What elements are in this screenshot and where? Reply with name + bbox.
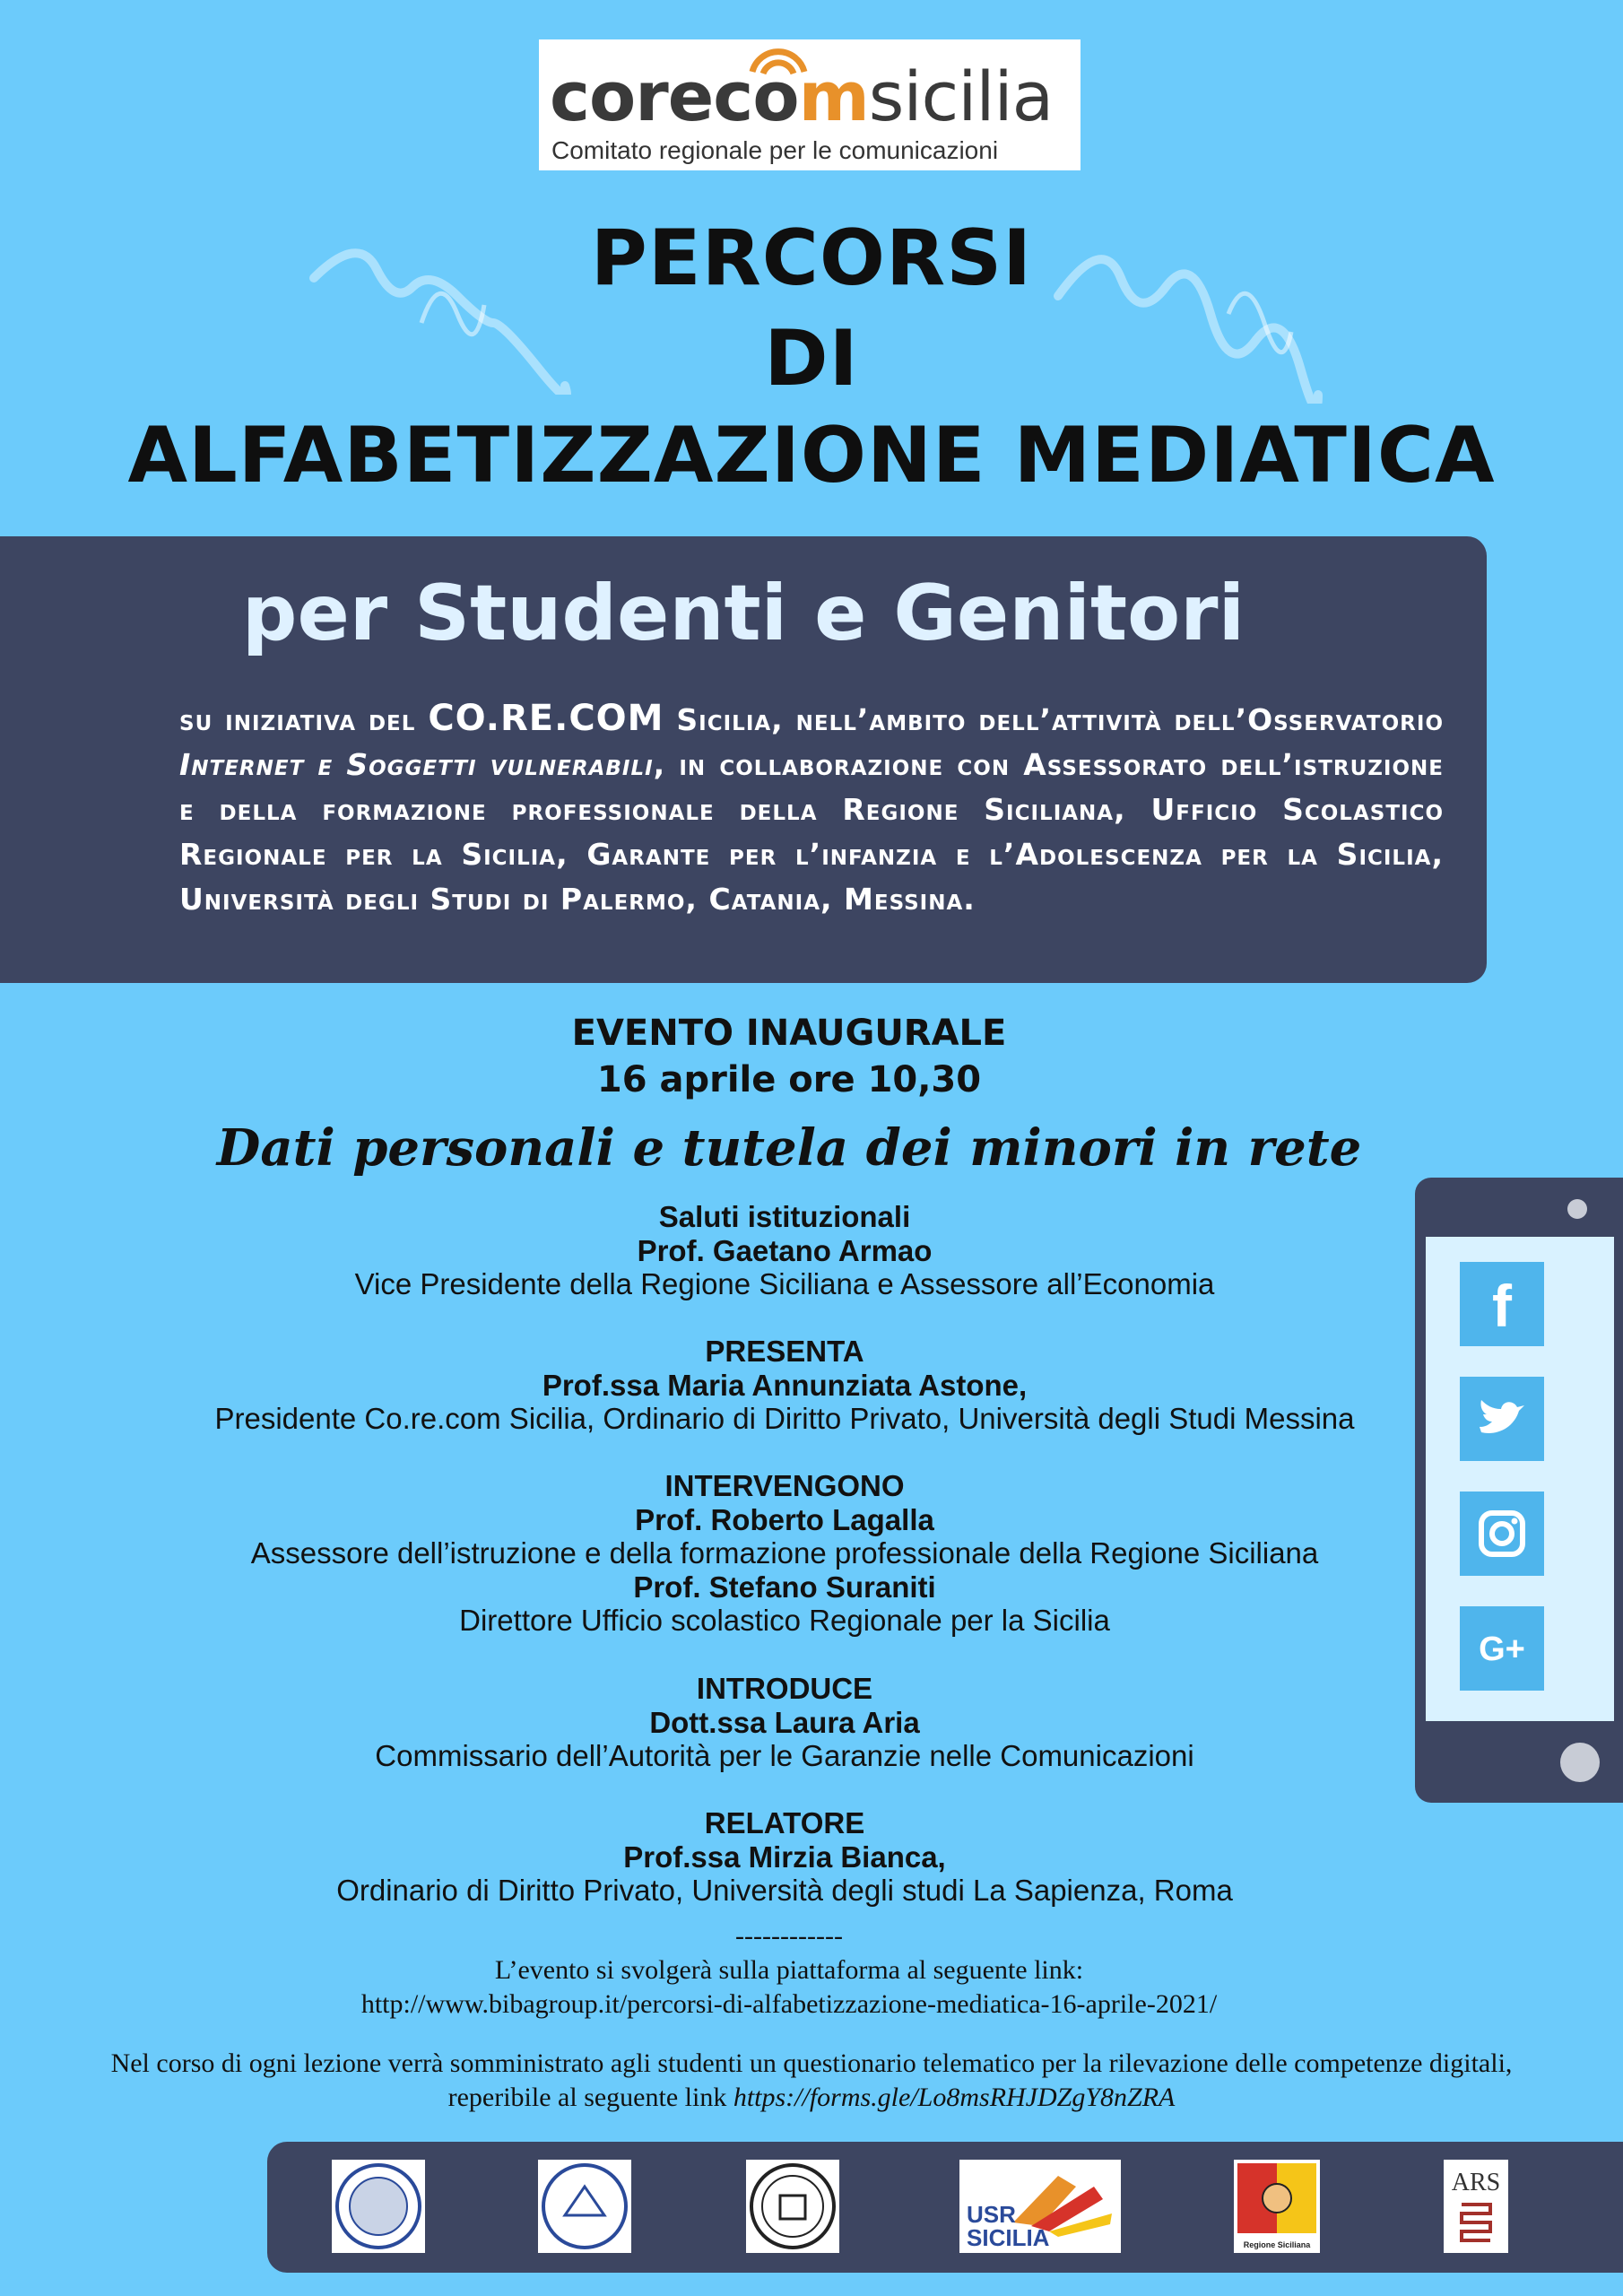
program-section	[108, 1806, 1462, 1908]
speaker-role: Direttore Ufficio scolastico Regionale per la Sicilia	[459, 1604, 1110, 1637]
intro-band	[0, 536, 1487, 983]
university-catania-seal	[746, 2160, 839, 2253]
university-messina-seal	[332, 2160, 425, 2253]
survey-text-2: reperibile al seguente link	[447, 2083, 733, 2112]
platform-link[interactable]: http://www.bibagroup.it/percorsi-di-alfabetizzazione-mediatica-16-aprile-2021/	[360, 1989, 1218, 2019]
facebook-icon[interactable]	[1460, 1262, 1544, 1346]
svg-text:ARS: ARS	[1451, 2169, 1501, 2196]
svg-text:Regione Siciliana: Regione Siciliana	[1243, 2240, 1311, 2249]
speaker-name: Prof. Gaetano Armao	[637, 1233, 933, 1267]
speaker-role: Assessore dell’istruzione e della formazione professionale della Regione Siciliana	[250, 1536, 1319, 1570]
program-section	[108, 1335, 1462, 1436]
program-heading: INTRODUCE	[696, 1672, 873, 1705]
program-heading: Saluti istituzionali	[658, 1200, 911, 1233]
speaker-name: Prof.ssa Maria Annunziata Astone,	[542, 1368, 1028, 1402]
program-heading: PRESENTA	[705, 1335, 864, 1368]
speaker-name: Prof. Roberto Lagalla	[635, 1502, 934, 1536]
program-section	[108, 1469, 1462, 1638]
phone-home-button	[1560, 1743, 1600, 1782]
event-topic: Dati personali e tutela dei minori in rete	[216, 1118, 1362, 1178]
platform-info	[0, 1919, 1578, 2022]
speaker-name: Prof. Stefano Suraniti	[633, 1570, 936, 1604]
google-plus-icon[interactable]	[1460, 1606, 1544, 1691]
program-section	[108, 1672, 1462, 1773]
speaker-role: Ordinario di Diritto Privato, Università degli studi La Sapienza, Roma	[336, 1874, 1233, 1907]
phone-camera	[1567, 1199, 1587, 1219]
svg-text:G+: G+	[1479, 1631, 1525, 1668]
usr-sicilia-logo	[959, 2160, 1121, 2253]
svg-text:USR: USR	[967, 2201, 1016, 2228]
separator: ------------	[735, 1921, 843, 1951]
program-section	[108, 1200, 1462, 1301]
title-line-2: DI	[764, 314, 859, 404]
instagram-icon[interactable]	[1460, 1492, 1544, 1576]
speaker-role: Vice Presidente della Regione Siciliana e Assessore all’Economia	[354, 1267, 1215, 1300]
speaker-role: Commissario dell’Autorità per le Garanzie nelle Comunicazioni	[375, 1739, 1194, 1772]
partner-logos-bar	[267, 2142, 1623, 2273]
subtitle: per Studenti e Genitori	[241, 569, 1245, 658]
intro-paragraph: su iniziativa del CO.RE.COM Sicilia, nell’ambito dell’attività dell’Osservatorio Internet e Soggetti vulnerabili, in collaborazione con Assessorato dell’istruzione e della formazione professionale della Regione Siciliana, Ufficio Scolastico Regionale per la Sicilia, Garante per l’infanzia e l’Adolescenza per la Sicilia, Università degli Studi di Palermo, Catania, Messina.	[179, 698, 1444, 917]
event-label: EVENTO INAUGURALE	[571, 1013, 1007, 1054]
title-line-1: PERCORSI	[590, 213, 1033, 303]
twitter-icon[interactable]	[1460, 1377, 1544, 1461]
phone-screen	[1426, 1237, 1614, 1721]
logo-wordmark: corecomsicilia	[550, 57, 1054, 136]
program-heading: RELATORE	[704, 1806, 865, 1839]
speaker-name: Prof.ssa Mirzia Bianca,	[623, 1839, 946, 1874]
event-date: 16 aprile ore 10,30	[596, 1059, 982, 1100]
svg-text:f: f	[1492, 1273, 1512, 1339]
speaker-role: Presidente Co.re.com Sicilia, Ordinario di Diritto Privato, Università degli Studi Messina	[214, 1402, 1355, 1435]
survey-info	[0, 2047, 1623, 2115]
survey-link[interactable]: https://forms.gle/Lo8msRHJDZgY8nZRA	[733, 2083, 1176, 2112]
regione-siciliana-logo	[1234, 2160, 1320, 2253]
title-line-3: ALFABETIZZAZIONE MEDIATICA	[127, 411, 1496, 500]
corecom-logo	[539, 39, 1081, 170]
phone-illustration	[1415, 1178, 1623, 1803]
platform-text: L’evento si svolgerà sulla piattaforma al seguente link:	[494, 1955, 1084, 1985]
ars-logo	[1444, 2160, 1508, 2253]
university-palermo-seal	[538, 2160, 631, 2253]
svg-text:SICILIA: SICILIA	[967, 2224, 1050, 2251]
program-heading: INTERVENGONO	[664, 1469, 905, 1502]
logo-tagline: Comitato regionale per le comunicazioni	[551, 136, 999, 164]
survey-text: Nel corso di ogni lezione verrà somministrato agli studenti un questionario telematico per la rilevazione delle competenze digitali,	[110, 2048, 1513, 2078]
speaker-name: Dott.ssa Laura Aria	[649, 1705, 920, 1739]
